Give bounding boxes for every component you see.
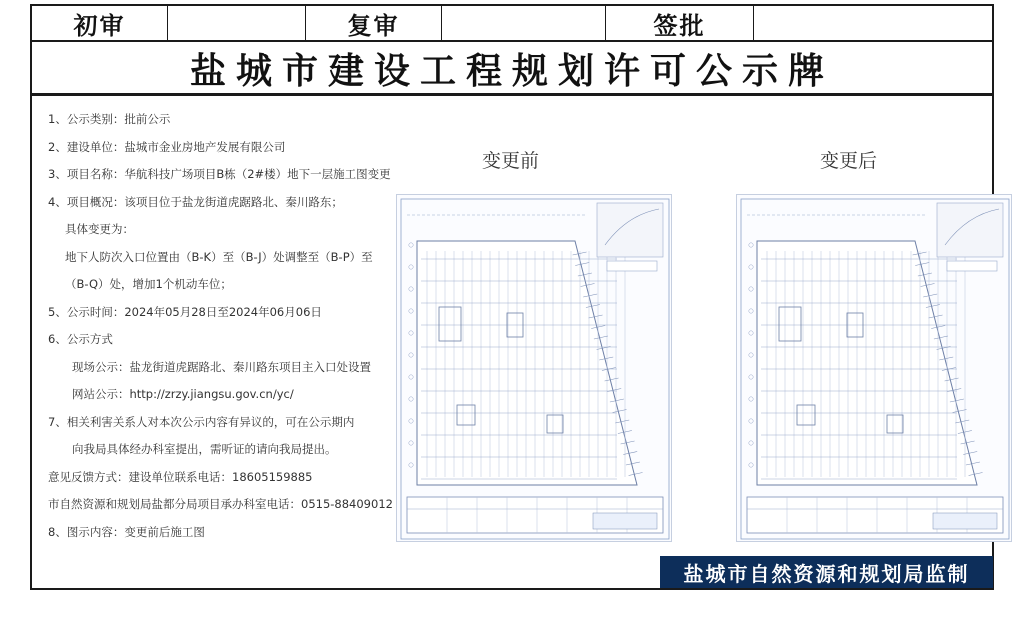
approval-label-cell bbox=[606, 6, 754, 40]
notice-board bbox=[30, 4, 994, 590]
info-line: 2、建设单位：盐城市金业房地产发展有限公司 bbox=[48, 139, 286, 154]
title-bar bbox=[32, 44, 992, 96]
floor-plan-drawing bbox=[737, 195, 1012, 542]
approval-label-cell bbox=[306, 6, 442, 40]
approval-row bbox=[32, 6, 992, 42]
info-line: 3、项目名称：华航科技广场项目B栋（2#楼）地下一层施工图变更 bbox=[48, 167, 391, 181]
floor-plan-drawing bbox=[397, 195, 672, 542]
re-review-label: 复审 bbox=[347, 10, 400, 40]
plan-before bbox=[396, 194, 672, 542]
re-review-signature-cell bbox=[442, 6, 606, 40]
info-line: 市自然资源和规划局盐都分局项目承办科室电话：0515-88409012 bbox=[48, 497, 393, 511]
info-line: 5、公示时间：2024年05月28日至2024年06月06日 bbox=[48, 304, 322, 319]
info-line: 意见反馈方式：建设单位联系电话：18605159885 bbox=[48, 469, 313, 484]
info-line: （B-Q）处，增加1个机动车位； bbox=[65, 277, 232, 291]
page-title: 盐城市建设工程规划许可公示牌 bbox=[189, 51, 834, 92]
info-line: 7、相关利害关系人对本次公示内容有异议的，可在公示期内 bbox=[48, 414, 355, 429]
info-line: 4、项目概况：该项目位于盐龙街道虎踞路北、秦川路东； bbox=[48, 194, 343, 209]
info-line: 地下人防次入口位置由（B-K）至（B-J）处调整至（B-P）至 bbox=[65, 249, 373, 264]
supervision-banner: 盐城市自然资源和规划局监制 bbox=[660, 556, 993, 588]
sign-off-signature-cell bbox=[754, 6, 992, 40]
notice-info bbox=[48, 106, 408, 546]
info-line: 具体变更为： bbox=[65, 222, 134, 236]
approval-label-cell bbox=[32, 6, 168, 40]
first-review-signature-cell bbox=[168, 6, 306, 40]
first-review-label: 初审 bbox=[73, 10, 126, 40]
plan-after bbox=[736, 194, 1012, 542]
info-line: 8、图示内容：变更前后施工图 bbox=[48, 524, 205, 539]
info-line: 1、公示类别：批前公示 bbox=[48, 112, 171, 126]
info-line: 6、公示方式 bbox=[48, 332, 113, 346]
before-caption: 变更前 bbox=[482, 150, 540, 172]
after-caption: 变更后 bbox=[820, 150, 878, 172]
info-line: 网站公示：http://zrzy.jiangsu.gov.cn/yc/ bbox=[72, 387, 294, 401]
info-line: 向我局具体经办科室提出，需听证的请向我局提出。 bbox=[72, 442, 337, 456]
info-line: 现场公示：盐龙街道虎踞路北、秦川路东项目主入口处设置 bbox=[72, 359, 371, 374]
sign-off-label: 签批 bbox=[653, 10, 706, 40]
